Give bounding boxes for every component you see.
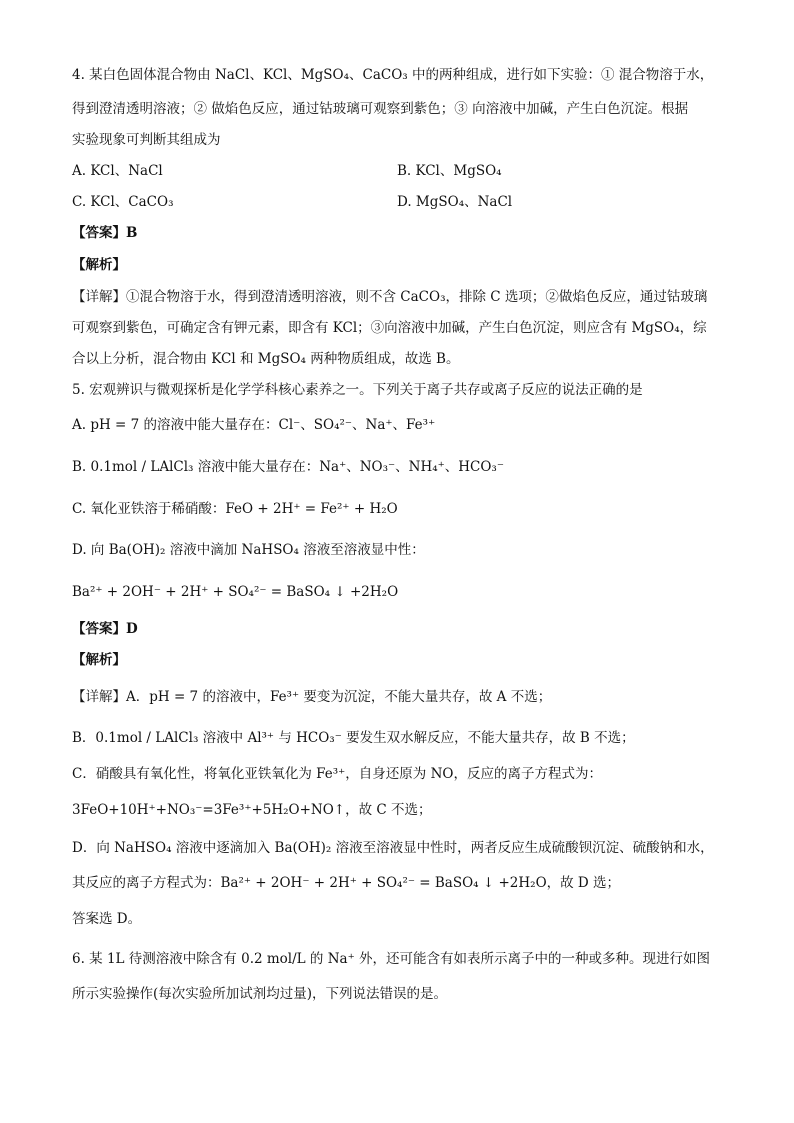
q5-conclusion: 答案选 D。: [72, 911, 142, 927]
q4-option-a: A. KCl、NaCl: [72, 163, 163, 179]
q5-option-d: D. 向 Ba(OH)₂ 溶液中滴加 NaHSO₄ 溶液至溶液显中性：: [72, 542, 425, 558]
q4-option-d: D. MgSO₄、NaCl: [397, 194, 513, 210]
q4-answer: 【答案】B: [72, 225, 138, 241]
q4-analysis-heading: 【解析】: [72, 257, 126, 273]
q5-option-a: A. pH = 7 的溶液中能大量存在：Cl⁻、SO₄²⁻、Na⁺、Fe³⁺: [72, 417, 436, 433]
q5-option-d-equation: Ba²⁺ + 2OH⁻ + 2H⁺ + SO₄²⁻ = BaSO₄ ↓ +2H₂O: [72, 584, 399, 600]
q5-detail-c: C．硝酸具有氧化性，将氧化亚铁氧化为 Fe³⁺，自身还原为 NO，反应的离子方程式为：: [72, 766, 602, 782]
q4-option-c: C. KCl、CaCO₃: [72, 194, 174, 210]
q5-detail-c-equation: 3FeO+10H⁺+NO₃⁻=3Fe³⁺+5H₂O+NO↑，故 C 不选；: [72, 802, 432, 818]
q5-detail-d-equation: 其反应的离子方程式为：Ba²⁺ + 2OH⁻ + 2H⁺ + SO₄²⁻ = BaSO₄ ↓ +2H₂O，故 D 选；: [72, 875, 621, 891]
q5-stem: 5. 宏观辨识与微观探析是化学学科核心素养之一。下列关于离子共存或离子反应的说法正确的是: [72, 382, 643, 398]
q5-detail-b: B．0.1mol / LAlCl₃ 溶液中 Al³⁺ 与 HCO₃⁻ 要发生双水解反应，不能大量共存，故 B 不选；: [72, 730, 635, 746]
q4-detail-line2: 可观察到紫色，可确定含有钾元素，即含有 KCl；③向溶液中加碱，产生白色沉淀，则应含有 MgSO₄，综: [72, 320, 707, 336]
q5-detail-d: D．向 NaHSO₄ 溶液中逐滴加入 Ba(OH)₂ 溶液至溶液显中性时，两者反应生成硫酸钡沉淀、硫酸钠和水，: [72, 840, 714, 856]
q5-answer: 【答案】D: [72, 621, 138, 637]
q6-stem-line1: 6. 某 1L 待测溶液中除含有 0.2 mol/L 的 Na⁺ 外，还可能含有如表所示离子中的一种或多种。现进行如图: [72, 951, 710, 967]
q5-option-b: B. 0.1mol / LAlCl₃ 溶液中能大量存在：Na⁺、NO₃⁻、NH₄⁺、HCO₃⁻: [72, 459, 504, 475]
q4-option-b: B. KCl、MgSO₄: [397, 163, 502, 179]
q4-detail-line3: 合以上分析，混合物由 KCl 和 MgSO₄ 两种物质组成，故选 B。: [72, 351, 460, 367]
q4-stem-line2: 得到澄清透明溶液；② 做焰色反应，通过钴玻璃可观察到紫色；③ 向溶液中加碱，产生白色沉淀。根据: [72, 101, 689, 117]
q5-detail-a: 【详解】A．pH = 7 的溶液中，Fe³⁺ 要变为沉淀，不能大量共存，故 A 不选；: [72, 689, 552, 705]
q6-stem-line2: 所示实验操作(每次实验所加试剂均过量)，下列说法错误的是。: [72, 986, 448, 1002]
q5-option-c: C. 氧化亚铁溶于稀硝酸：FeO + 2H⁺ = Fe²⁺ + H₂O: [72, 501, 398, 517]
q4-detail-line1: 【详解】①混合物溶于水，得到澄清透明溶液，则不含 CaCO₃，排除 C 选项；②做焰色反应，通过钴玻璃: [72, 289, 708, 305]
q4-stem-line3: 实验现象可判断其组成为: [72, 132, 221, 148]
q4-stem-line1: 4. 某白色固体混合物由 NaCl、KCl、MgSO₄、CaCO₃ 中的两种组成，进行如下实验：① 混合物溶于水，: [72, 67, 714, 83]
q5-analysis-heading: 【解析】: [72, 652, 126, 668]
